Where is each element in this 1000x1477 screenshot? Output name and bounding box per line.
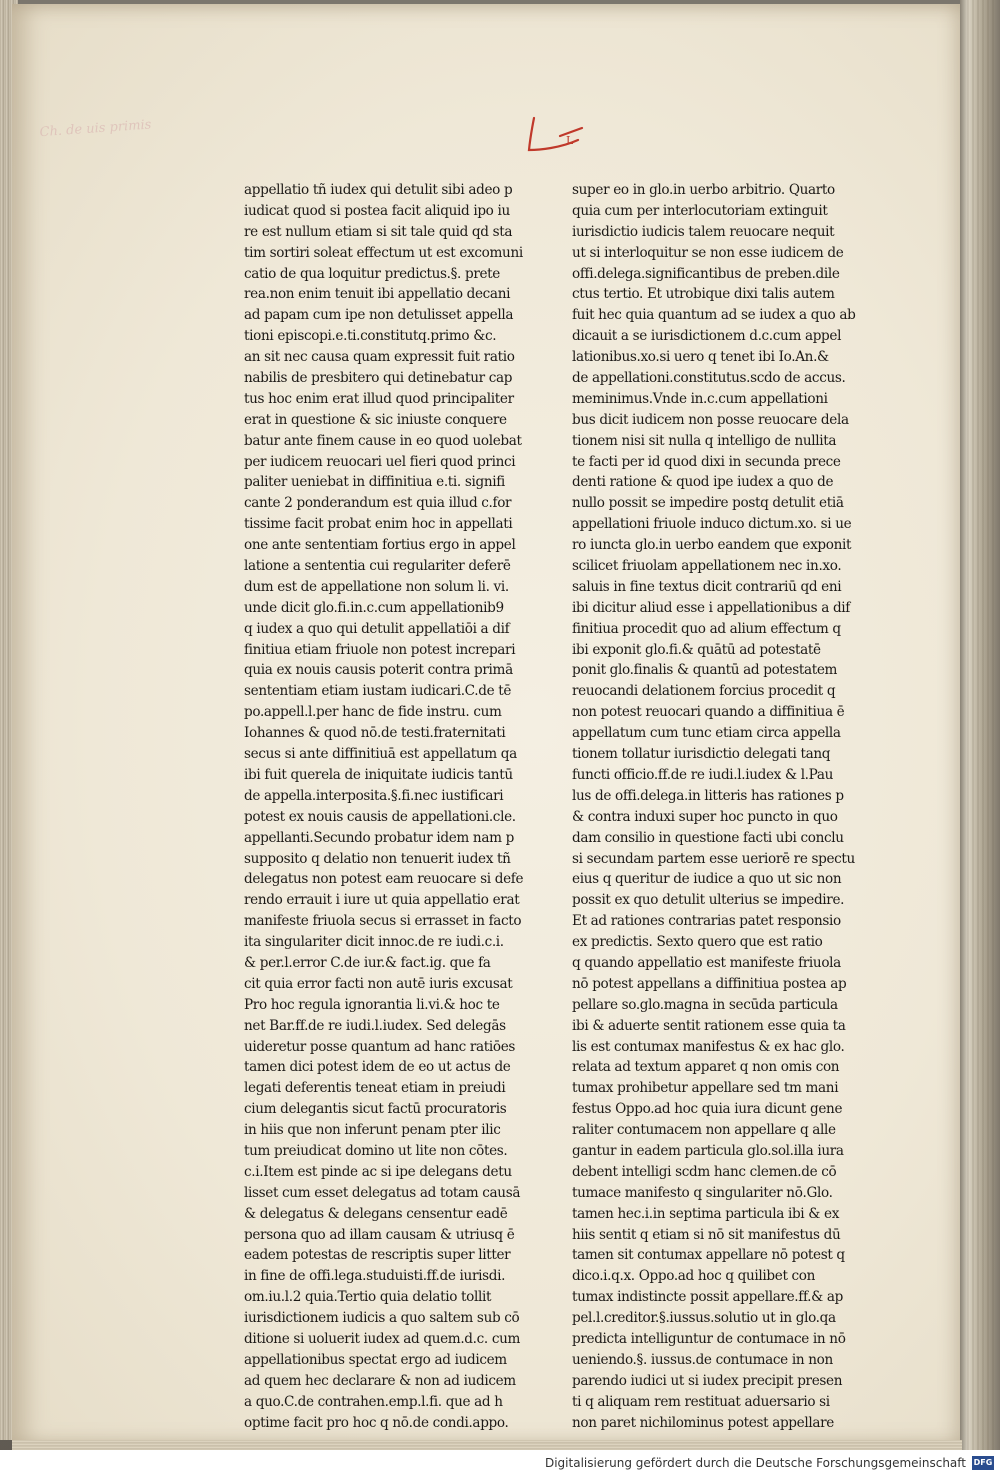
text-line: finitiua procedit quo ad alium effectum q [572,620,841,637]
text-line: possit ex quo detulit ulterius se impedire. [572,892,845,909]
text-line: rea.non enim tenuit ibi appellatio decani [244,286,511,303]
text-line: eadem potestas de rescriptis super litter [244,1247,511,1264]
text-line: te facti per id quod dixi in secunda prece [572,453,841,470]
text-line: super eo in glo.in uerbo arbitrio. Quarto [572,182,835,198]
text-line: tionem nisi sit nulla q intelligo de nullita [572,432,837,449]
text-line: legati deferentis teneat etiam in preiudi [244,1080,506,1097]
text-line: uideretur posse quantum ad hanc ratiōes [244,1038,516,1055]
text-line: debent intelligi scdm hanc clemen.de cō [572,1163,837,1180]
text-line: ibi dicitur aliud esse i appellationibus a dif [572,599,850,616]
text-line: predicta intelliguntur de contumace in nō [572,1330,846,1347]
text-line: in fine de offi.lega.studuisti.ff.de iurisdi. [244,1268,506,1285]
text-line: ad quem hec declarare & non ad iudicem [244,1372,516,1389]
text-line: appellatio tñ iudex qui detulit sibi adeo p [244,182,513,198]
text-line: optime facit pro hoc q nō.de condi.appo. [244,1414,509,1431]
text-line: dico.i.q.x. Oppo.ad hoc q quilibet con [572,1268,816,1285]
text-line: re est nullum etiam si sit tale quid qd sta [244,223,513,240]
text-line: Iohannes & quod nō.de testi.fraternitati [244,725,506,742]
text-line: batur ante finem cause in eo quod uolebat [244,432,522,449]
text-line: potest ex nouis causis de appellationi.cle. [244,808,516,825]
text-line: tioni episcopi.e.ti.constitutq.primo &c. [244,328,497,345]
text-line: ibi exponit glo.fi.& quātū ad potestatē [572,641,821,658]
text-line: cium delegantis sicut factū procuratoris [244,1101,507,1118]
text-line: & per.l.error C.de iur.& fact.ig. que fa [244,954,491,971]
text-line: paliter ueniebat in diffinitiua e.ti. signifi [244,474,505,491]
folio-mark-text: L [566,134,574,147]
text-line: an sit nec causa quam expressit fuit ratio [244,349,515,366]
text-line: erat in questione & sic iniuste conquere [244,411,507,428]
text-line: tissime facit probat enim hoc in appellati [244,516,513,533]
text-line: net Bar.ff.de re iudi.l.iudex. Sed delegās [244,1017,506,1034]
text-line: catio de qua loquitur predictus.§. prete [244,265,500,282]
text-line: hiis sentit q etiam si nō sit manifestus dū [572,1226,841,1243]
text-line: appellanti.Secundo probatur idem nam p [244,829,514,846]
text-line: dam consilio in questione facti ubi conclu [572,829,844,846]
text-line: lus de offi.delega.in litteris has rationes p [572,787,844,804]
text-line: latione a sententia cui regulariter deferē [244,558,511,575]
text-line: iurisdictionem iudicis a quo saltem sub cō [244,1310,520,1327]
text-line: tus hoc enim erat illud quod principaliter [244,390,514,407]
text-line: pellare so.glo.magna in secūda particula [572,996,838,1013]
text-line: supposito q delatio non tenuerit iudex tñ [244,850,511,867]
text-line: tamen hec.i.in septima particula ibi & ex [572,1205,840,1222]
right-text-column [572,180,872,1433]
text-line: & contra induxi super hoc puncto in quo [572,808,838,825]
left-text-column [244,180,544,1433]
text-line: parendo iudici ut si iudex precipit presen [572,1372,843,1389]
text-line: tim sortiri soleat effectum ut est excomuni [244,244,523,261]
text-line: dicauit a se iurisdictionem d.c.cum appel [572,328,842,345]
text-line: ad papam cum ipe non detulisset appella [244,307,514,324]
text-line: si secundam partem esse ueriorē re spectu [572,850,855,867]
text-line: cante 2 ponderandum est quia illud c.for [244,495,512,512]
text-line: q iudex a quo qui detulit appellatiōi a dif [244,620,510,637]
text-line: manifeste friuola secus si errasset in facto [244,913,522,930]
text-line: secus si ante diffinitiuā est appellatum qa [244,746,517,763]
text-line: non paret nichilominus potest appellare [572,1414,834,1431]
text-line: appellationibus spectat ergo ad iudicem [244,1351,507,1368]
text-line: one ante sententiam fortius ergo in appel [244,537,516,554]
text-line: iudicat quod si postea facit aliquid ipo iu [244,202,510,219]
text-line: appellationi friuole induco dictum.xo. si ue [572,516,852,533]
text-line: om.iu.l.2 quia.Tertio quia delatio tollit [244,1289,492,1306]
text-line: Pro hoc regula ignorantia li.vi.& hoc te [244,996,500,1013]
text-line: cit quia error facti non autē iuris excusat [244,975,513,992]
text-line: tumax prohibetur appellare sed tm mani [572,1080,839,1097]
text-line: ro iuncta glo.in uerbo eandem que exponit [572,537,852,554]
text-line: functi officio.ff.de re iudi.l.iudex & l.Pau [572,766,834,783]
text-line: pel.l.creditor.§.iussus.solutio ut in glo.qa [572,1310,836,1327]
text-line: quia ex nouis causis poterit contra primā [244,662,513,679]
text-line: nullo possit se impedire postq detulit etiā [572,495,844,512]
text-line: nō potest appellans a diffinitiua postea ap [572,975,847,992]
text-line: c.i.Item est pinde ac si ipe delegans detu [244,1163,512,1180]
text-line: delegatus non potest eam reuocare si defe [244,871,524,888]
text-line: appellatum cum tunc etiam circa appella [572,725,841,742]
text-line: lis est contumax manifestus & ex hac glo. [572,1038,845,1055]
text-line: tumace manifesto q singulariter nō.Glo. [572,1184,833,1201]
text-line: quia cum per interlocutoriam extinguit [572,202,828,219]
text-line: unde dicit glo.fi.in.c.cum appellationib9 [244,599,504,616]
text-line: persona quo ad illam causam & utriusq ē [244,1226,515,1243]
text-line: tionem tollatur iurisdictio delegati tanq [572,746,831,763]
text-line: meminimus.Vnde in.c.cum appellationi [572,390,828,407]
text-line: ctus tertio. Et utrobique dixi talis autem [572,286,835,303]
text-line: ex predictis. Sexto quero que est ratio [572,934,823,951]
margin-note: Ch. de uis primis [39,117,152,141]
text-line: ibi fuit querela de iniquitate iudicis tantū [244,766,513,783]
text-line: bus dicit iudicem non posse reuocare dela [572,411,849,428]
text-line: denti ratione & quod ipe iudex a quo de [572,474,834,491]
text-line: non potest reuocari quando a diffinitiua ē [572,704,845,721]
text-line: ibi & aduerte sentit rationem esse quia ta [572,1017,846,1034]
text-line: fuit hec quia quantum ad se iudex a quo ab [572,307,856,324]
text-line: raliter contumacem non appellare q alle [572,1122,836,1139]
text-line: & delegatus & delegans censentur eadē [244,1205,508,1222]
footer-bar [0,1450,1000,1477]
folio-mark [520,110,590,160]
text-line: iurisdictio iudicis talem reuocare nequit [572,223,835,240]
text-line: reuocandi delationem forcius procedit q [572,683,836,700]
text-line: sententiam etiam iustam iudicari.C.de tē [244,683,512,700]
text-line: de appellationi.constitutus.scdo de accus. [572,370,846,387]
text-line: ita singulariter dicit innoc.de re iudi.c.i. [244,934,504,951]
text-line: ueniendo.§. iussus.de contumace in non [572,1351,833,1368]
text-line: ditione si uoluerit iudex ad quem.d.c. cum [244,1330,521,1347]
text-line: ponit glo.finalis & quantū ad potestatem [572,662,838,679]
text-line: finitiua etiam friuole non potest increpari [244,641,516,658]
text-line: per iudicem reuocari uel fieri quod princi [244,453,516,470]
text-line: lisset cum esset delegatus ad totam causā [244,1184,521,1201]
text-line: in hiis que non inferunt penam pter ilic [244,1122,501,1139]
text-line: ut si interloquitur se non esse iudicem de [572,244,844,261]
text-line: scilicet friuolam appellationem nec in.xo. [572,558,842,575]
text-line: dum est de appellatione non solum li. vi. [244,578,509,595]
dfg-logo: DFG [972,1456,994,1470]
text-line: eius q queritur de iudice a quo ut sic non [572,871,842,888]
text-line: tum preiudicat domino ut lite non cōtes. [244,1142,508,1159]
text-line: tumax indistincte possit appellare.ff.& ap [572,1289,843,1306]
right-page-edges [960,0,1000,1450]
text-line: offi.delega.significantibus de preben.dile [572,265,840,282]
text-line: rendo errauit i iure ut quia appellatio erat [244,892,520,909]
text-line: q quando appellatio est manifeste friuola [572,954,841,971]
text-line: tamen dici potest idem de eo ut actus de [244,1059,511,1076]
text-line: po.appell.l.per hanc de fide instru. cum [244,704,502,721]
text-line: nabilis de presbitero qui detinebatur cap [244,370,513,387]
text-line: tamen sit contumax appellare nō potest q [572,1247,845,1264]
text-line: lationibus.xo.si uero q tenet ibi Io.An.& [572,349,829,366]
text-line: saluis in fine textus dicit contrariū qd eni [572,578,842,595]
text-line: festus Oppo.ad hoc quia iura dicunt gene [572,1101,843,1118]
text-line: Et ad rationes contrarias patet responsio [572,913,841,930]
text-line: gantur in eadem particula glo.sol.illa iura [572,1142,844,1159]
text-line: de appella.interposita.§.fi.nec iustificari [244,787,504,804]
text-line: relata ad textum apparet q non omis con [572,1059,840,1076]
text-line: a quo.C.de contrahen.emp.l.fi. que ad h [244,1393,503,1410]
text-line: ti q aliquam rem restituat aduersario si [572,1393,830,1410]
footer-credit: Digitalisierung gefördert durch die Deutsche Forschungsgemeinschaft [544,1456,966,1470]
